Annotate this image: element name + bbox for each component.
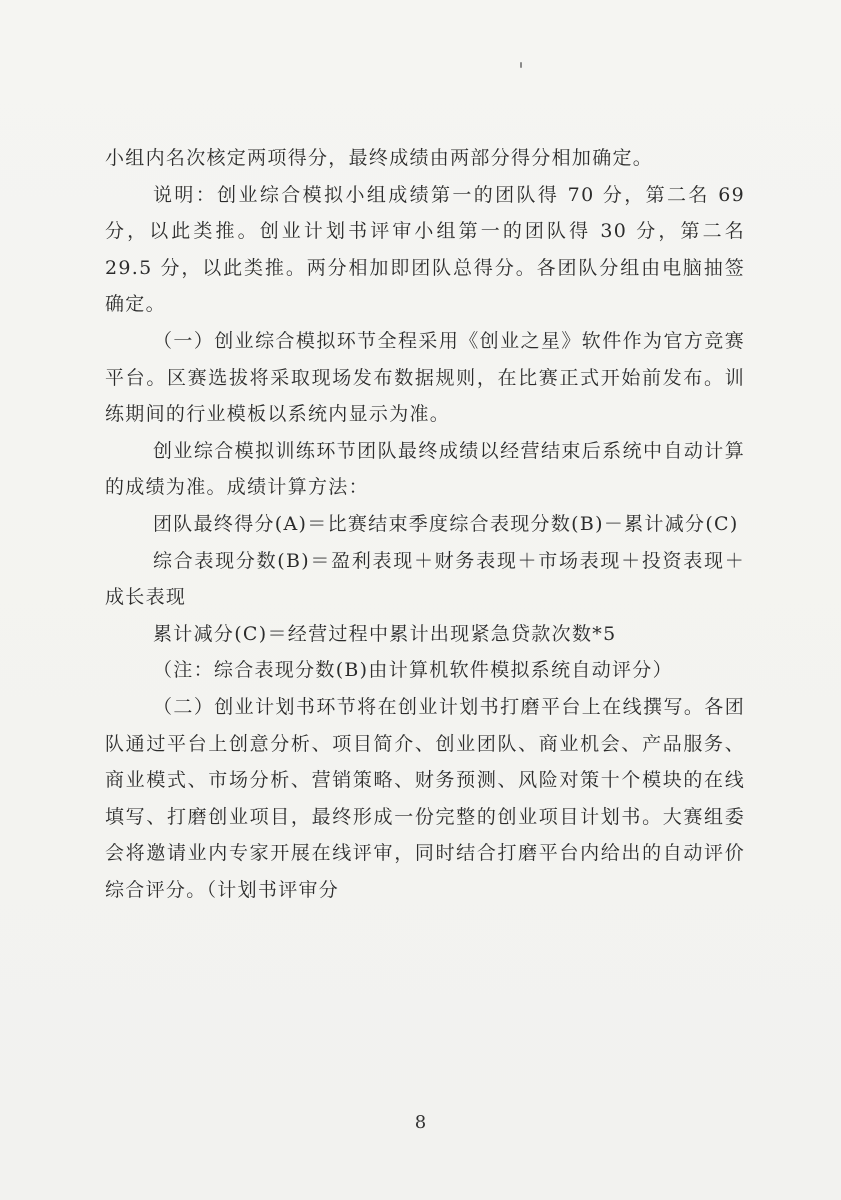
paragraph-formula-b: 综合表现分数(B)＝盈利表现＋财务表现＋市场表现＋投资表现＋成长表现 (105, 549, 745, 609)
paragraph-scoring-intro: 创业综合模拟训练环节团队最终成绩以经营结束后系统中自动计算的成绩为准。成绩计算方法： (105, 439, 745, 499)
paragraph-note: （注：综合表现分数(B)由计算机软件模拟系统自动评分） (153, 659, 673, 682)
paragraph-explanation: 说明：创业综合模拟小组成绩第一的团队得 70 分，第二名 69 分，以此类推。创业计划书评审小组第一的团队得 30 分，第二名 29.5 分，以此类推。两分相加即团队总得分。各团队分组由电脑抽签确定。 (105, 183, 745, 316)
paragraph-section-one: （一）创业综合模拟环节全程采用《创业之星》软件作为官方竞赛平台。区赛选拔将采取现场发布数据规则，在比赛正式开始前发布。训练期间的行业模板以系统内显示为准。 (105, 329, 745, 426)
paragraph-section-two: （二）创业计划书环节将在创业计划书打磨平台上在线撰写。各团队通过平台上创意分析、项目简介、创业团队、商业机会、产品服务、商业模式、市场分析、营销策略、财务预测、风险对策十个模块的在线填写、打磨创业项目，最终形成一份完整的创业项目计划书。大赛组委会将邀请业内专家开展在线评审，同时结合打磨平台内给出的自动评价综合评分。（计划书评审分 (105, 695, 745, 901)
paragraph-formula-c: 累计减分(C)＝经营过程中累计出现紧急贷款次数*5 (153, 622, 617, 645)
page-number: 8 (414, 1112, 427, 1133)
paragraph-formula-a: 团队最终得分(A)＝比赛结束季度综合表现分数(B)－累计减分(C) (153, 512, 739, 535)
paragraph-continuation: 小组内名次核定两项得分，最终成绩由两部分得分相加确定。 (105, 147, 654, 169)
scan-speck (520, 62, 522, 68)
body-text (105, 140, 745, 908)
